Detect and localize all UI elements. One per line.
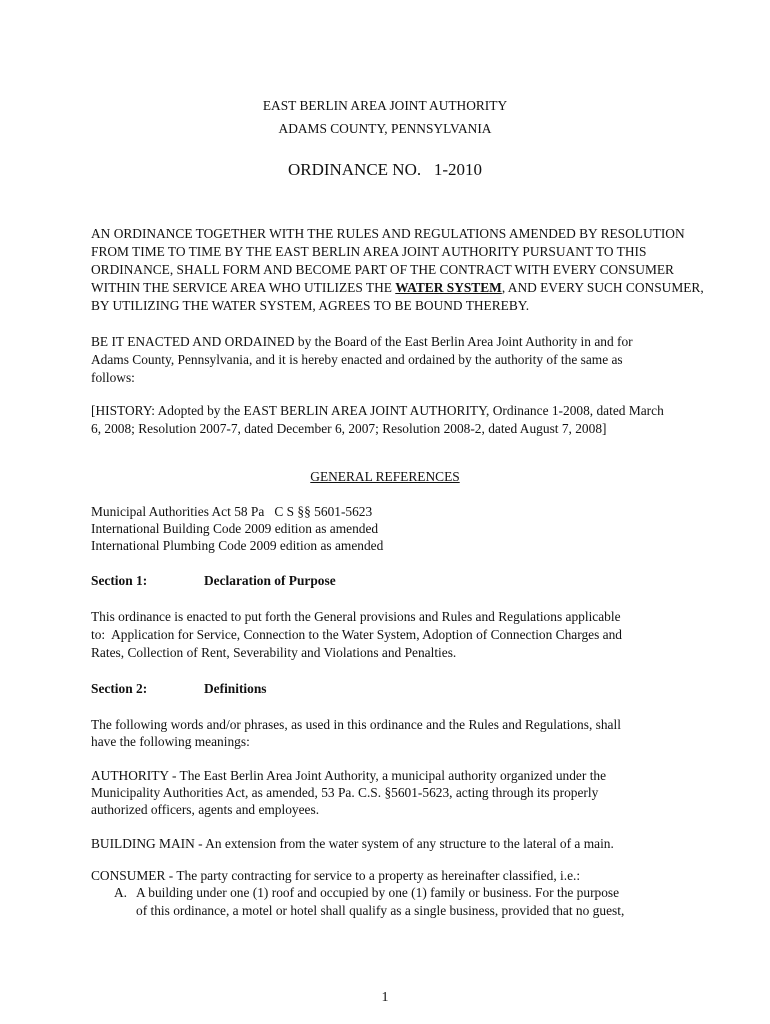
consumer-item-a-line-1: A building under one (1) roof and occupied by one (1) family or business. For the purpose [136,885,620,900]
section-2-heading [91,680,267,698]
section-1-heading [91,572,336,590]
consumer-item-a-marker: A. [114,885,128,900]
preamble-line-4-start: WITHIN THE SERVICE AREA WHO UTILIZES THE [91,280,396,295]
authority-definition-line-2: Municipality Authorities Act, as amended, 53 Pa. C.S. §5601-5623, acting through its properly [91,785,599,800]
enacted-line-3: follows: [91,370,135,385]
water-system-term: WATER SYSTEM [395,280,502,295]
preamble-line-3: ORDINANCE, SHALL FORM AND BECOME PART OF THE CONTRACT WITH EVERY CONSUMER [91,262,674,277]
section-1-title: Declaration of Purpose [204,573,336,588]
definitions-intro-line-2: have the following meanings: [91,734,250,749]
preamble-line-5: BY UTILIZING THE WATER SYSTEM, AGREES TO BE BOUND THEREBY. [91,298,530,313]
section-1-line-3: Rates, Collection of Rent, Severability and Violations and Penalties. [91,645,457,660]
authority-name: EAST BERLIN AREA JOINT AUTHORITY [262,98,508,113]
building-main-definition: BUILDING MAIN - An extension from the water system of any structure to the lateral of a main. [91,836,614,851]
consumer-item-a-line-2: of this ordinance, a motel or hotel shall qualify as a single business, provided that no guest, [136,903,625,918]
authority-definition-line-1: AUTHORITY - The East Berlin Area Joint Authority, a municipal authority organized under the [91,768,607,783]
preamble-line-4 [91,279,704,297]
enacted-line-2: Adams County, Pennsylvania, and it is hereby enacted and ordained by the authority of the same as [91,352,623,367]
page-number: 1 [381,990,389,1005]
consumer-definition: CONSUMER - The party contracting for service to a property as hereinafter classified, i.e.: [91,868,581,883]
authority-definition-line-3: authorized officers, agents and employees. [91,802,320,817]
county-name: ADAMS COUNTY, PENNSYLVANIA [278,121,492,136]
history-line-1: [HISTORY: Adopted by the EAST BERLIN AREA JOINT AUTHORITY, Ordinance 1-2008, dated March [91,403,664,418]
reference-item: International Building Code 2009 edition as amended [91,521,379,536]
section-1-line-2: to: Application for Service, Connection to the Water System, Adoption of Connection Charges and [91,627,622,642]
section-1-label: Section 1: [91,573,148,588]
reference-item: International Plumbing Code 2009 edition as amended [91,538,384,553]
enacted-line-1: BE IT ENACTED AND ORDAINED by the Board of the East Berlin Area Joint Authority in and for [91,334,633,349]
general-references-heading: GENERAL REFERENCES [310,469,460,484]
section-2-title: Definitions [204,681,267,696]
preamble-line-2: FROM TIME TO TIME BY THE EAST BERLIN AREA JOINT AUTHORITY PURSUANT TO THIS [91,244,647,259]
section-1-line-1: This ordinance is enacted to put forth the General provisions and Rules and Regulations applicable [91,609,621,624]
definitions-intro-line-1: The following words and/or phrases, as used in this ordinance and the Rules and Regulations, shall [91,717,621,732]
ordinance-number: ORDINANCE NO. 1-2010 [287,160,483,179]
section-2-label: Section 2: [91,681,148,696]
preamble-line-4-end: , AND EVERY SUCH CONSUMER, [501,280,704,295]
history-line-2: 6, 2008; Resolution 2007-7, dated December 6, 2007; Resolution 2008-2, dated August 7, 2008] [91,421,607,436]
preamble-line-1: AN ORDINANCE TOGETHER WITH THE RULES AND REGULATIONS AMENDED BY RESOLUTION [91,226,685,241]
reference-item: Municipal Authorities Act 58 Pa C S §§ 5601-5623 [91,504,373,519]
